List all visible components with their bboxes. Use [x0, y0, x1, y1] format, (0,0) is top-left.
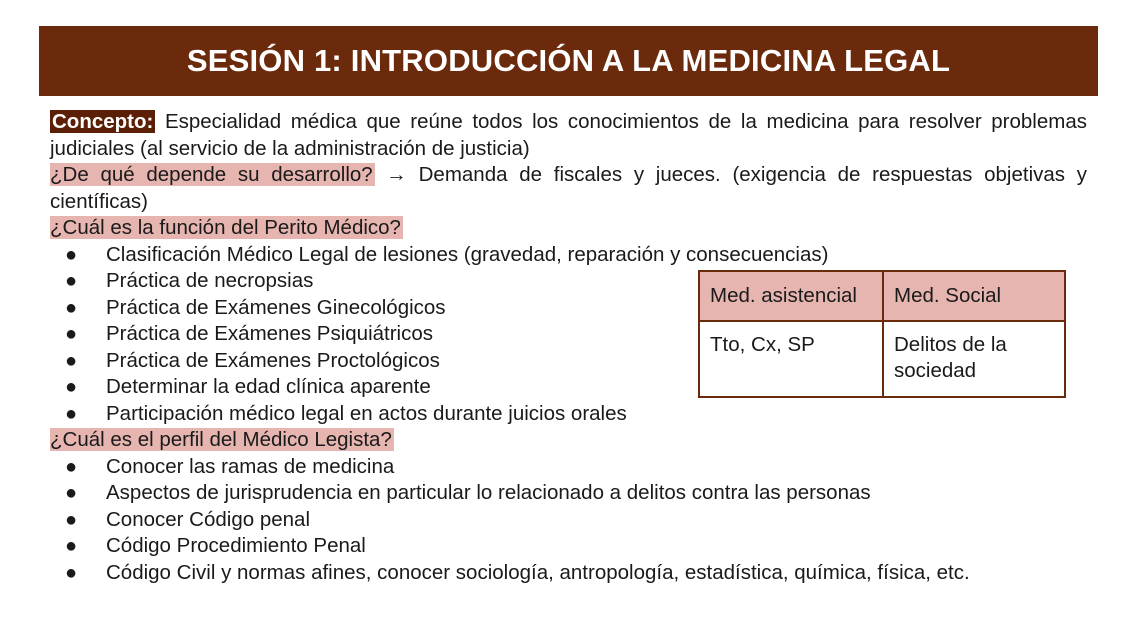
bullet-icon: ●: [65, 561, 78, 584]
funcion-question: ¿Cuál es la función del Perito Médico?: [50, 216, 401, 239]
bullet-icon: ●: [65, 482, 78, 504]
list-item: [50, 401, 1087, 428]
table-cell: Tto, Cx, SP: [699, 321, 883, 397]
desarrollo-question: ¿De qué depende su desarrollo?: [50, 163, 373, 186]
slide-title: SESIÓN 1: INTRODUCCIÓN A LA MEDICINA LEGAL: [39, 26, 1098, 96]
concepto-text: Especialidad médica que reúne todos los conocimientos de la medicina para resolver problemas judiciales (al servicio de la administración de justicia): [50, 110, 1087, 160]
list-item: [50, 454, 1087, 481]
list-item-text: Clasificación Médico Legal de lesiones (gravedad, reparación y consecuencias): [106, 242, 829, 266]
list-item-text: Código Procedimiento Penal: [106, 534, 366, 557]
list-item: [50, 242, 1087, 269]
list-item-text: Conocer las ramas de medicina: [106, 454, 395, 478]
list-item: [50, 507, 1087, 534]
list-item: [50, 560, 1087, 587]
list-item-text: Participación médico legal en actos durante juicios orales: [106, 401, 627, 425]
list-item-text: Práctica de Exámenes Proctológicos: [106, 348, 440, 372]
list-item-text: Aspectos de jurisprudencia en particular lo relacionado a delitos contra las personas: [106, 481, 871, 504]
table-header-row: [699, 271, 1065, 321]
concepto-label: Concepto:: [52, 110, 154, 133]
bullet-icon: ●: [65, 535, 78, 557]
perfil-question: ¿Cuál es el perfil del Médico Legista?: [50, 428, 392, 451]
bullet-icon: ●: [65, 402, 78, 425]
perfil-heading: [50, 427, 1087, 454]
bullet-icon: ●: [65, 349, 78, 372]
bullet-icon: ●: [65, 323, 78, 345]
desarrollo-answer: → Demanda de fiscales y jueces. (exigencia de respuestas objetivas y científicas): [50, 163, 1087, 213]
list-item-text: Conocer Código penal: [106, 507, 310, 531]
list-item-text: Práctica de necropsias: [106, 269, 314, 292]
medicine-comparison-table: [698, 270, 1066, 398]
concepto-paragraph: [50, 109, 1087, 162]
bullet-icon: ●: [65, 508, 78, 531]
list-item: [50, 480, 1087, 507]
bullet-icon: ●: [65, 455, 78, 478]
bullet-icon: ●: [65, 270, 78, 292]
bullet-icon: ●: [65, 376, 78, 398]
table-header-cell: Med. Social: [883, 271, 1065, 321]
funcion-heading: [50, 215, 1087, 242]
table-row: [699, 321, 1065, 397]
list-item-text: Práctica de Exámenes Ginecológicos: [106, 295, 446, 319]
list-item-text: Código Civil y normas afines, conocer sociología, antropología, estadística, química, física, etc.: [106, 560, 970, 584]
desarrollo-paragraph: [50, 162, 1087, 215]
table-cell: Delitos de la sociedad: [883, 321, 1065, 397]
list-item-text: Práctica de Exámenes Psiquiátricos: [106, 322, 434, 345]
perfil-list: [50, 454, 1087, 587]
table-header-cell: Med. asistencial: [699, 271, 883, 321]
bullet-icon: ●: [65, 243, 78, 266]
list-item-text: Determinar la edad clínica aparente: [106, 375, 431, 398]
list-item: [50, 533, 1087, 560]
bullet-icon: ●: [65, 296, 78, 319]
